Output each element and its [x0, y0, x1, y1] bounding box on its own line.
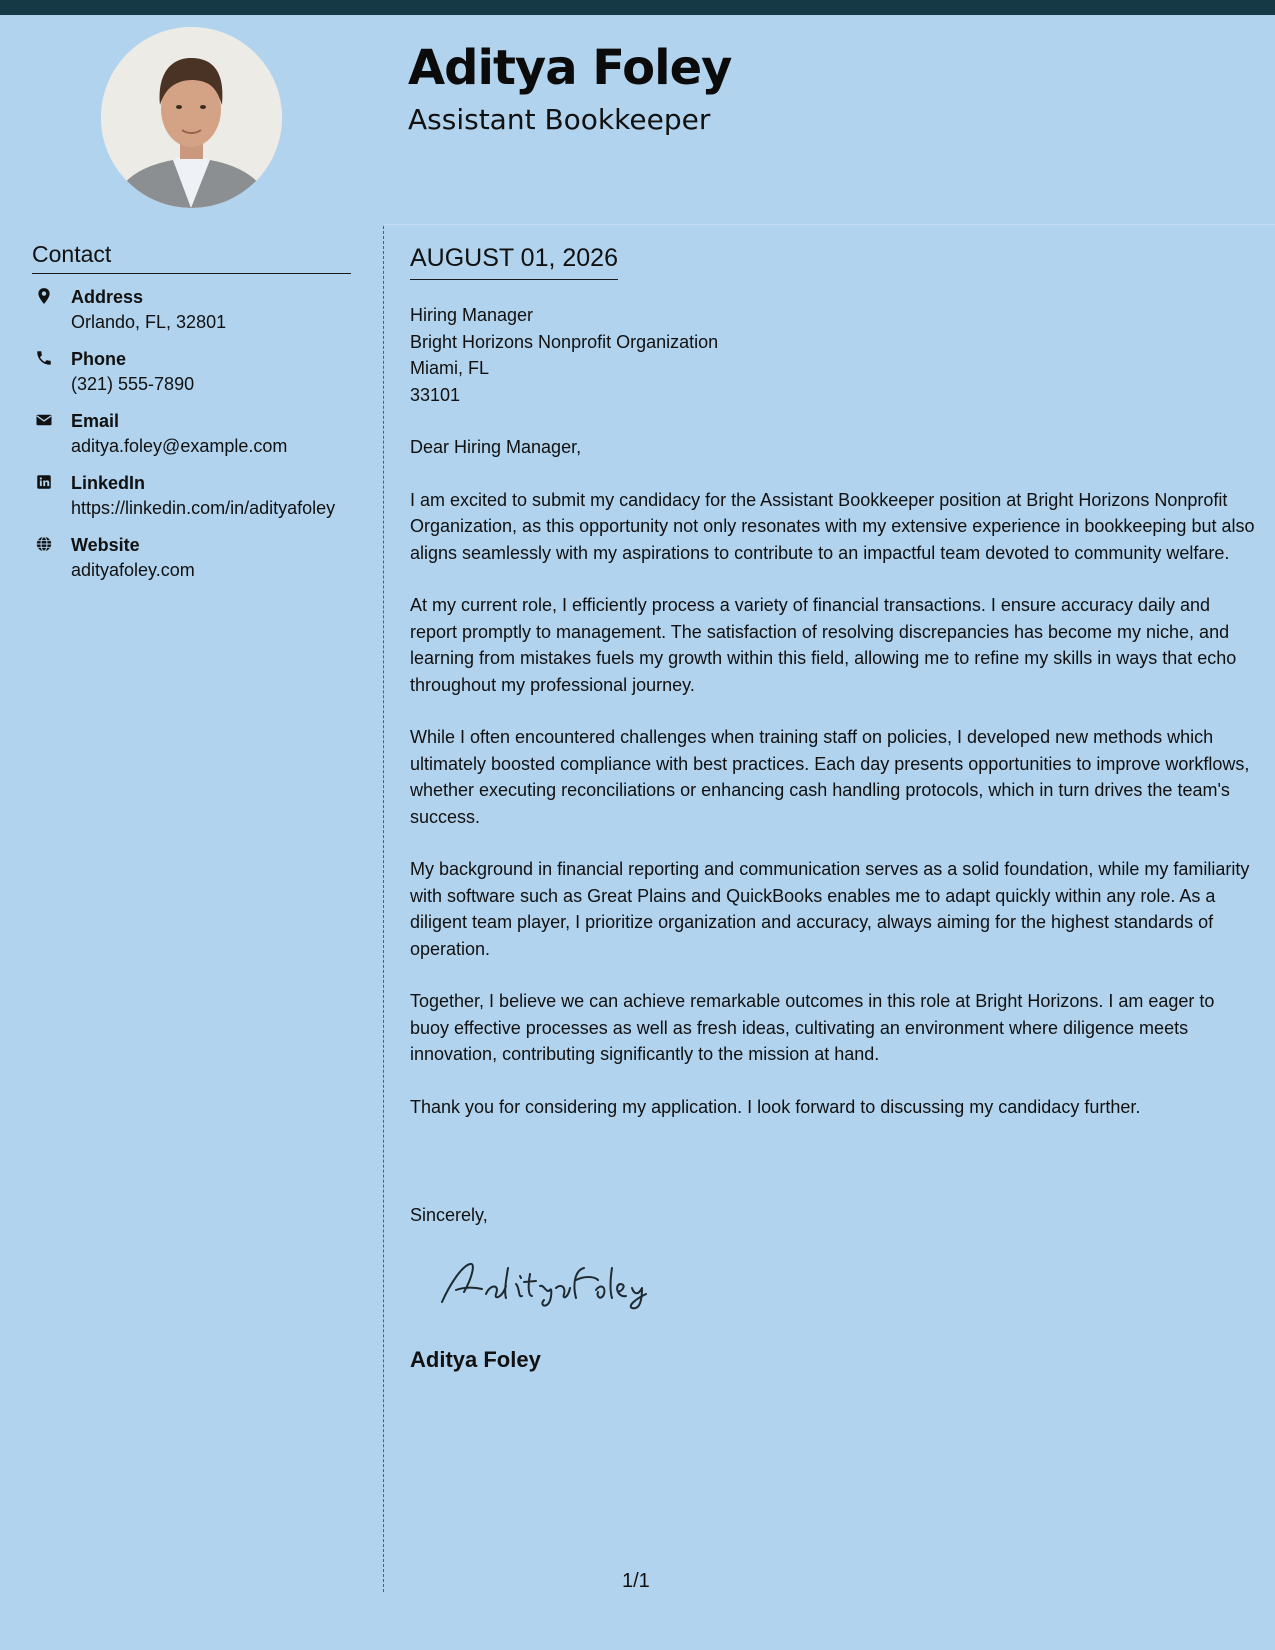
header-divider: [384, 224, 1275, 225]
salutation: Dear Hiring Manager,: [410, 437, 582, 457]
website-value[interactable]: adityafoley.com: [71, 560, 195, 580]
letter-paragraph: My background in financial reporting and communication serves as a solid foundation, while my familiarity with software such as Great Plains and QuickBooks enables me to adapt quickly within any role. As a diligent team player, I prioritize organization and accuracy, always aiming for the highest standards of operation.: [410, 859, 1250, 959]
top-bar: [0, 0, 1275, 15]
contact-website: [32, 533, 352, 583]
recipient-line: Bright Horizons Nonprofit Organization: [410, 331, 719, 352]
contact-email: [32, 409, 352, 459]
contact-heading: Contact: [32, 241, 351, 274]
linkedin-label: LinkedIn: [71, 473, 146, 493]
contact-linkedin: [32, 471, 352, 521]
recipient-line: Hiring Manager: [410, 305, 534, 325]
letter-date: AUGUST 01, 2026: [410, 244, 618, 280]
column-divider: [383, 226, 384, 1592]
letter-paragraph: While I often encountered challenges when training staff on policies, I developed new methods which ultimately boosted compliance with best practices. Each day presents opportunities to improve workflows, whether executing reconciliations or enhancing cash handling protocols, which in turn drives the team's success.: [410, 727, 1250, 827]
applicant-name: Aditya Foley: [408, 40, 732, 96]
page-number: 1/1: [622, 1570, 650, 1592]
handwritten-signature: [434, 1254, 664, 1312]
contact-address: [32, 285, 352, 335]
linkedin-value[interactable]: https://linkedin.com/in/adityafoley: [71, 498, 336, 518]
recipient-line: 33101: [410, 384, 461, 405]
closing: Sincerely,: [410, 1205, 488, 1225]
job-title: Assistant Bookkeeper: [408, 103, 711, 136]
letter-body: [410, 434, 1255, 1146]
letter-paragraph: At my current role, I efficiently process a variety of financial transactions. I ensure accuracy daily and report promptly to management. The satisfaction of resolving discrepancies has become my niche, and learning from mistakes fuels my growth within this field, allowing me to refine my skills in ways that echo throughout my professional journey.: [410, 595, 1237, 695]
phone-label: Phone: [71, 349, 127, 369]
envelope-icon: [35, 411, 53, 429]
map-pin-icon: [35, 287, 53, 305]
contact-list: [32, 285, 352, 595]
phone-icon: [35, 349, 53, 367]
email-value[interactable]: aditya.foley@example.com: [71, 436, 288, 456]
address-value: Orlando, FL, 32801: [71, 312, 227, 332]
contact-phone: [32, 347, 352, 397]
profile-photo: [101, 27, 282, 208]
letter-paragraph: Thank you for considering my application. I look forward to discussing my candidacy further.: [410, 1096, 1141, 1117]
globe-icon: [35, 535, 53, 553]
recipient-line: Miami, FL: [410, 358, 490, 378]
email-label: Email: [71, 411, 120, 431]
recipient-block: [410, 302, 718, 408]
linkedin-icon: [35, 473, 53, 491]
signer-name: Aditya Foley: [410, 1347, 541, 1372]
website-label: Website: [71, 535, 140, 555]
address-label: Address: [71, 287, 144, 307]
phone-value: (321) 555-7890: [71, 374, 195, 394]
letter-paragraph: Together, I believe we can achieve remarkable outcomes in this role at Bright Horizons. I am eager to buoy effective processes as well as fresh ideas, cultivating an environment where diligence meets innovation, contributing significantly to the mission at hand.: [410, 991, 1215, 1064]
letter-paragraph: I am excited to submit my candidacy for the Assistant Bookkeeper position at Bright Horizons Nonprofit Organization, as this opportunity not only resonates with my extensive experience in bookkeeping but also aligns seamlessly with my aspirations to contribute to an impactful team devoted to community welfare.: [410, 489, 1255, 563]
